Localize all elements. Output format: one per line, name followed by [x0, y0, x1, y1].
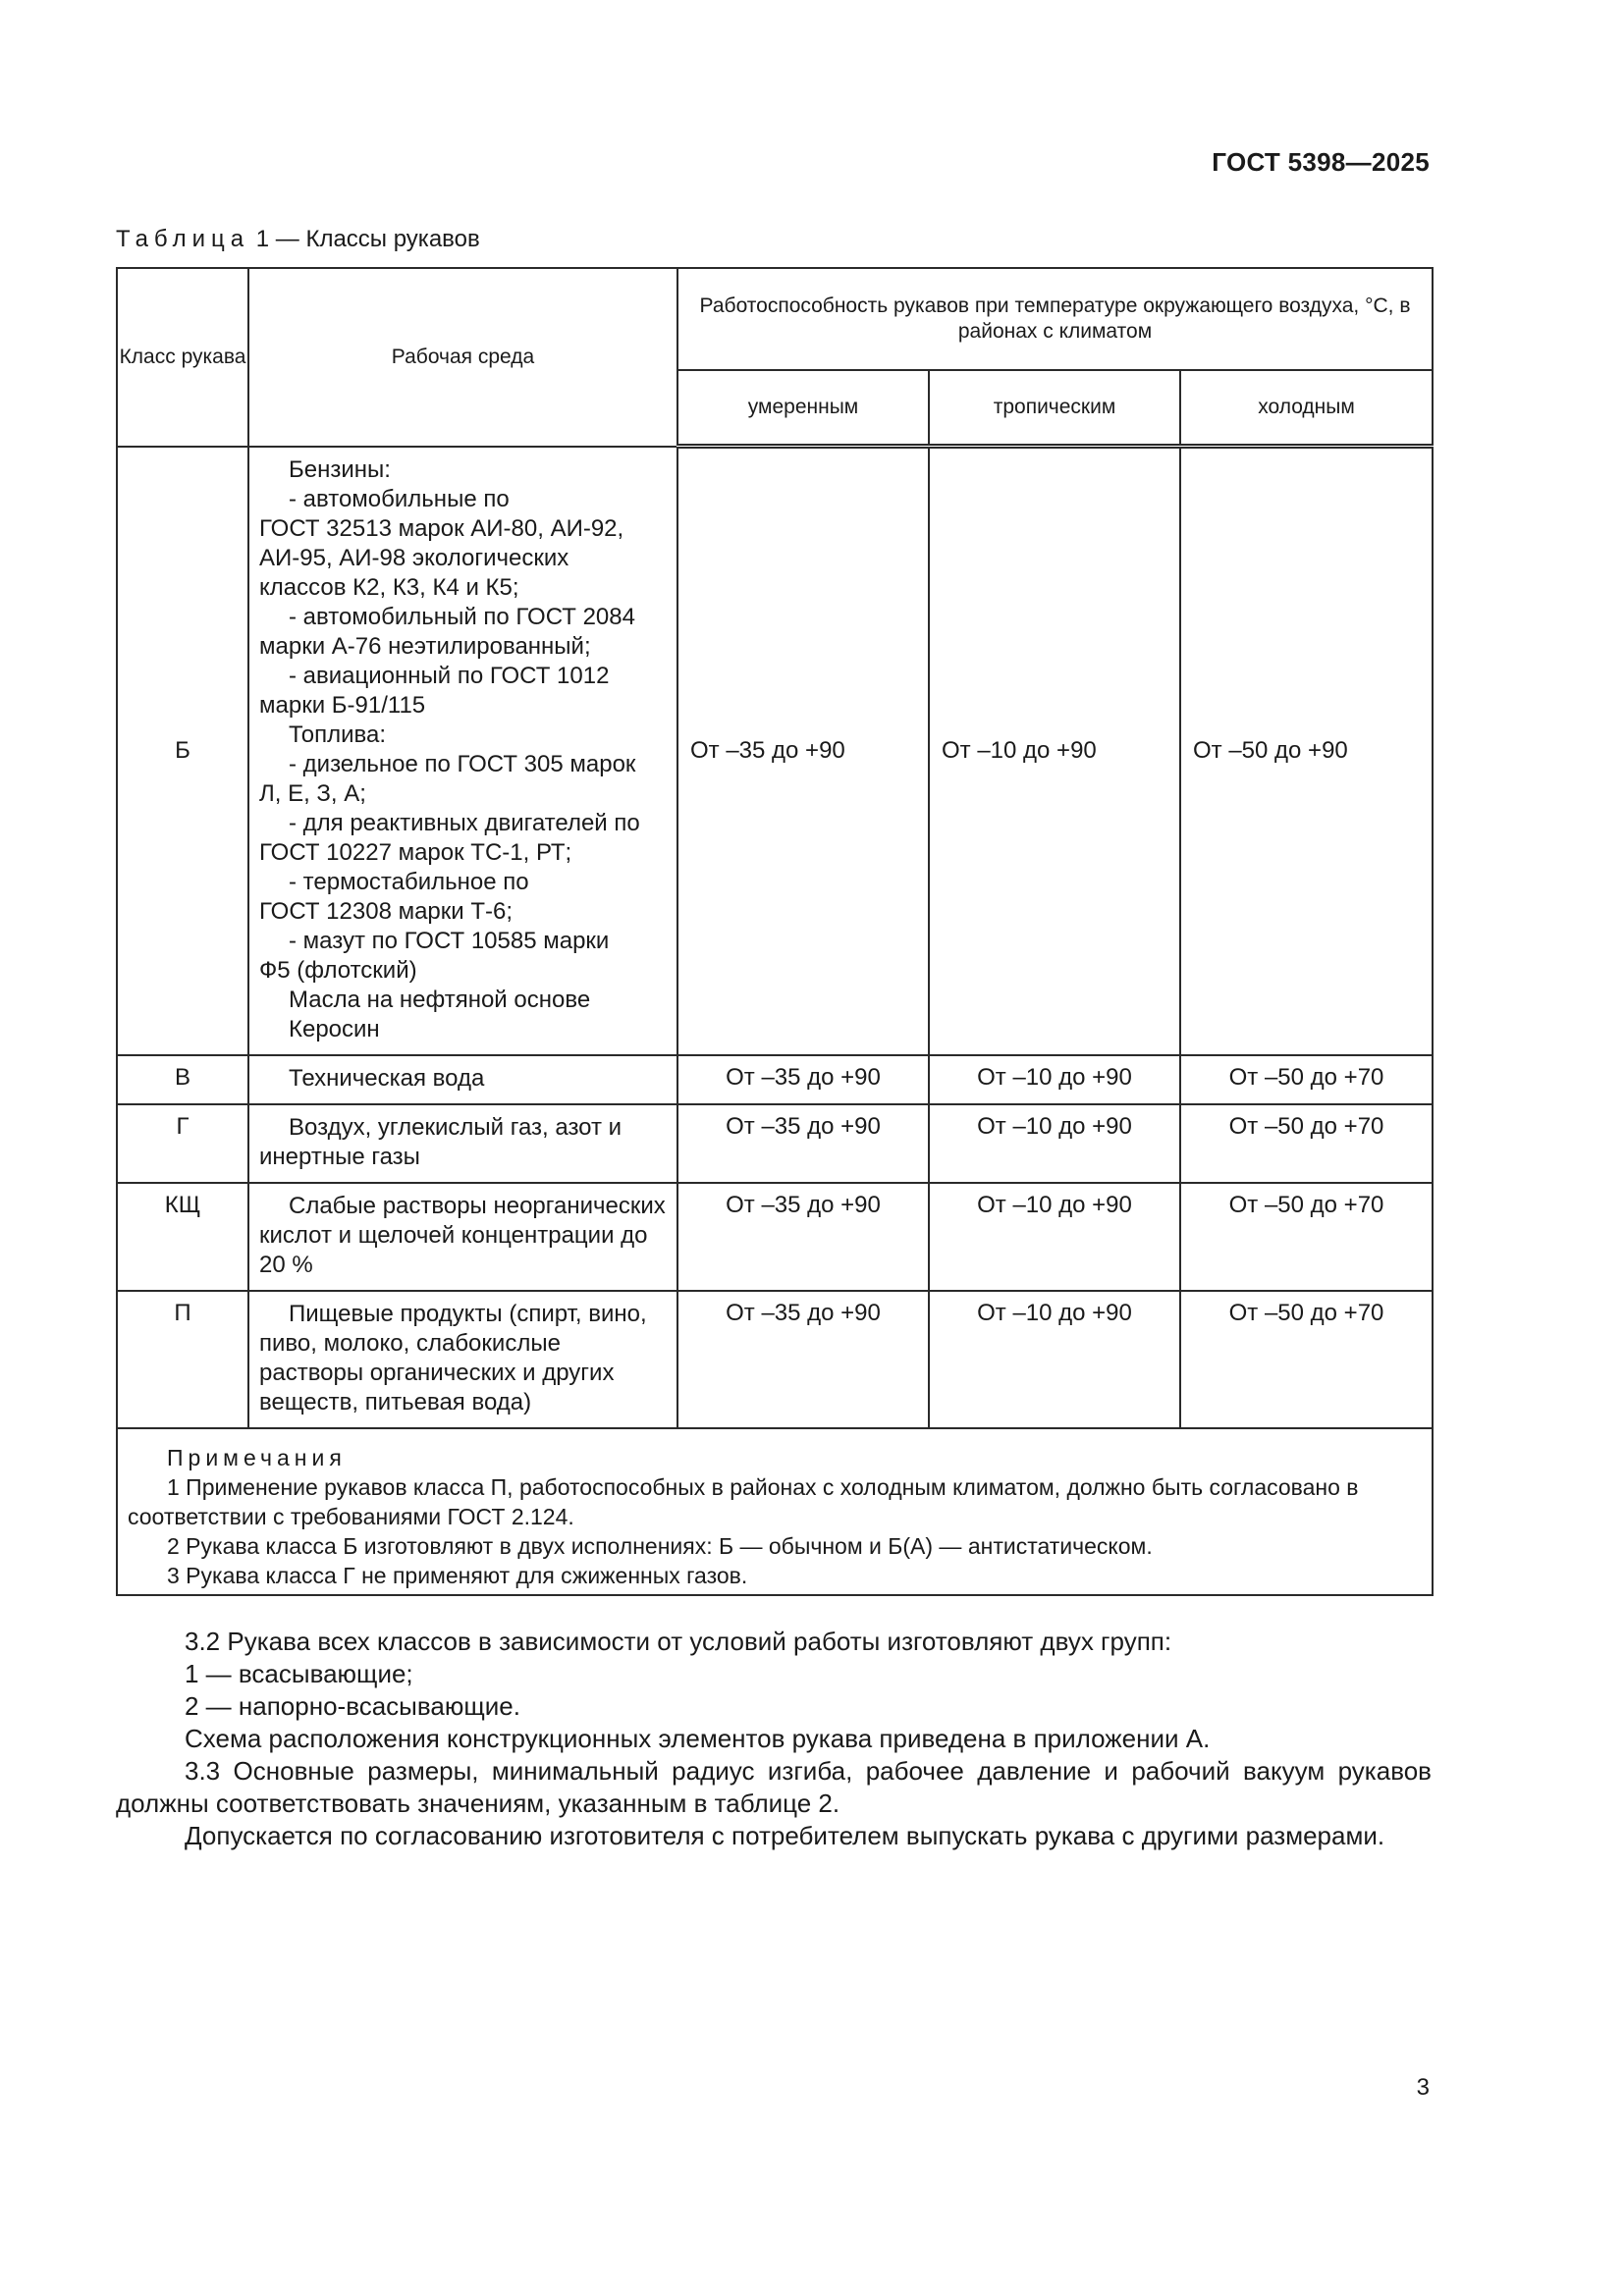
temperate-value: От –35 до +90: [677, 1055, 929, 1104]
tropical-value: От –10 до +90: [929, 1055, 1180, 1104]
notes-row: [117, 1428, 1433, 1595]
media-text: Пищевые продукты (спирт, вино, пиво, молоко, слабокислые растворы органических и других веществ, питьевая вода): [259, 1300, 647, 1415]
column-header-tropical: тропическим: [929, 370, 1180, 447]
note-text: 3 Рукава класса Г не применяют для сжиженных газов.: [167, 1562, 748, 1588]
media-line: - автомобильный по ГОСТ 2084: [289, 603, 635, 630]
media-line: Керосин: [289, 1015, 380, 1042]
media-line: ГОСТ 10227 марок ТС-1, РТ;: [259, 838, 572, 866]
cold-value: От –50 до +70: [1180, 1291, 1433, 1428]
note-text: 1 Применение рукавов класса П, работоспособных в районах с холодным климатом, должно быть согласовано в соответствии с требованиями ГОСТ 2.124.: [128, 1473, 1359, 1529]
cold-value: От –50 до +70: [1180, 1183, 1433, 1291]
paragraph: Допускается по согласованию изготовителя с потребителем выпускать рукава с другими размерами.: [185, 1821, 1385, 1850]
note-item: [128, 1531, 1422, 1561]
media-cell: [248, 1055, 677, 1104]
class-cell: КЩ: [117, 1183, 248, 1291]
media-line: ГОСТ 32513 марок АИ-80, АИ-92,: [259, 514, 624, 542]
temperate-value: От –35 до +90: [677, 1183, 929, 1291]
class-cell: Г: [117, 1104, 248, 1183]
media-line: АИ-95, АИ-98 экологических: [259, 544, 569, 571]
table-row: [117, 447, 1433, 1055]
cold-value: От –50 до +70: [1180, 1104, 1433, 1183]
media-line: Топлива:: [289, 721, 387, 748]
tropical-value: От –10 до +90: [929, 1104, 1180, 1183]
media-text: Воздух, углекислый газ, азот и инертные газы: [259, 1113, 623, 1170]
column-header-class: Класс рукава: [117, 268, 248, 447]
media-line: ГОСТ 12308 марки Т-6;: [259, 897, 514, 925]
media-line: Бензины:: [289, 455, 391, 483]
table-row: [117, 1291, 1433, 1428]
temperate-value: От –35 до +90: [677, 1104, 929, 1183]
temperate-value: От –35 до +90: [677, 1291, 929, 1428]
media-line: - мазут по ГОСТ 10585 марки: [289, 927, 610, 954]
media-line: - авиационный по ГОСТ 1012: [289, 662, 610, 689]
paragraph: 2 — напорно-всасывающие.: [185, 1691, 520, 1721]
column-header-temperate: умеренным: [677, 370, 929, 447]
media-line: марки Б-91/115: [259, 691, 426, 719]
media-line: марки А-76 неэтилированный;: [259, 632, 591, 660]
media-cell: [248, 1183, 677, 1291]
temperate-value: От –35 до +90: [677, 447, 929, 1055]
cold-value: От –50 до +90: [1180, 447, 1433, 1055]
table-row: [117, 1183, 1433, 1291]
media-line: - дизельное по ГОСТ 305 марок: [289, 750, 636, 777]
hose-classes-table: [116, 267, 1434, 1596]
column-header-performance: Работоспособность рукавов при температуре окружающего воздуха, °С, в районах с климатом: [677, 268, 1433, 370]
table-caption: [116, 226, 480, 253]
media-line: Масла на нефтяной основе: [289, 986, 591, 1013]
media-line: - термостабильное по: [289, 868, 529, 895]
media-text: Техническая вода: [289, 1064, 485, 1092]
cold-value: От –50 до +70: [1180, 1055, 1433, 1104]
body-text: [116, 1626, 1432, 1852]
note-item: [128, 1472, 1422, 1531]
table-caption-prefix: Таблица: [116, 226, 250, 252]
note-item: [128, 1561, 1422, 1590]
paragraph: 3.2 Рукава всех классов в зависимости от условий работы изготовляют двух групп:: [185, 1627, 1172, 1656]
page-number: 3: [1416, 2074, 1430, 2101]
media-cell: [248, 1291, 677, 1428]
note-text: 2 Рукава класса Б изготовляют в двух исполнениях: Б — обычном и Б(А) — антистатическом.: [167, 1532, 1153, 1559]
table-row: [117, 1104, 1433, 1183]
table-row: [117, 1055, 1433, 1104]
paragraph: Схема расположения конструкционных элементов рукава приведена в приложении А.: [185, 1724, 1211, 1753]
media-cell: [248, 1104, 677, 1183]
column-header-media: Рабочая среда: [248, 268, 677, 447]
column-header-cold: холодным: [1180, 370, 1433, 447]
tropical-value: От –10 до +90: [929, 447, 1180, 1055]
notes-cell: [117, 1428, 1433, 1595]
tropical-value: От –10 до +90: [929, 1291, 1180, 1428]
media-text: Слабые растворы неорганических кислот и щелочей концентрации до 20 %: [259, 1192, 666, 1278]
notes-title: Примечания: [167, 1444, 347, 1470]
class-cell: П: [117, 1291, 248, 1428]
media-line: Л, Е, З, А;: [259, 779, 366, 807]
media-line: классов К2, К3, К4 и К5;: [259, 573, 519, 601]
class-cell: Б: [117, 447, 248, 1055]
paragraph: 1 — всасывающие;: [185, 1659, 413, 1688]
document-number: ГОСТ 5398—2025: [1212, 147, 1430, 177]
table-caption-title: 1 — Классы рукавов: [255, 226, 480, 252]
paragraph: 3.3 Основные размеры, минимальный радиус изгиба, рабочее давление и рабочий вакуум рукавов должны соответствовать значениям, указанным в таблице 2.: [116, 1756, 1432, 1818]
media-line: - для реактивных двигателей по: [289, 809, 640, 836]
media-line: Ф5 (флотский): [259, 956, 417, 984]
media-cell: [248, 447, 677, 1055]
media-line: - автомобильные по: [289, 485, 510, 512]
tropical-value: От –10 до +90: [929, 1183, 1180, 1291]
class-cell: В: [117, 1055, 248, 1104]
